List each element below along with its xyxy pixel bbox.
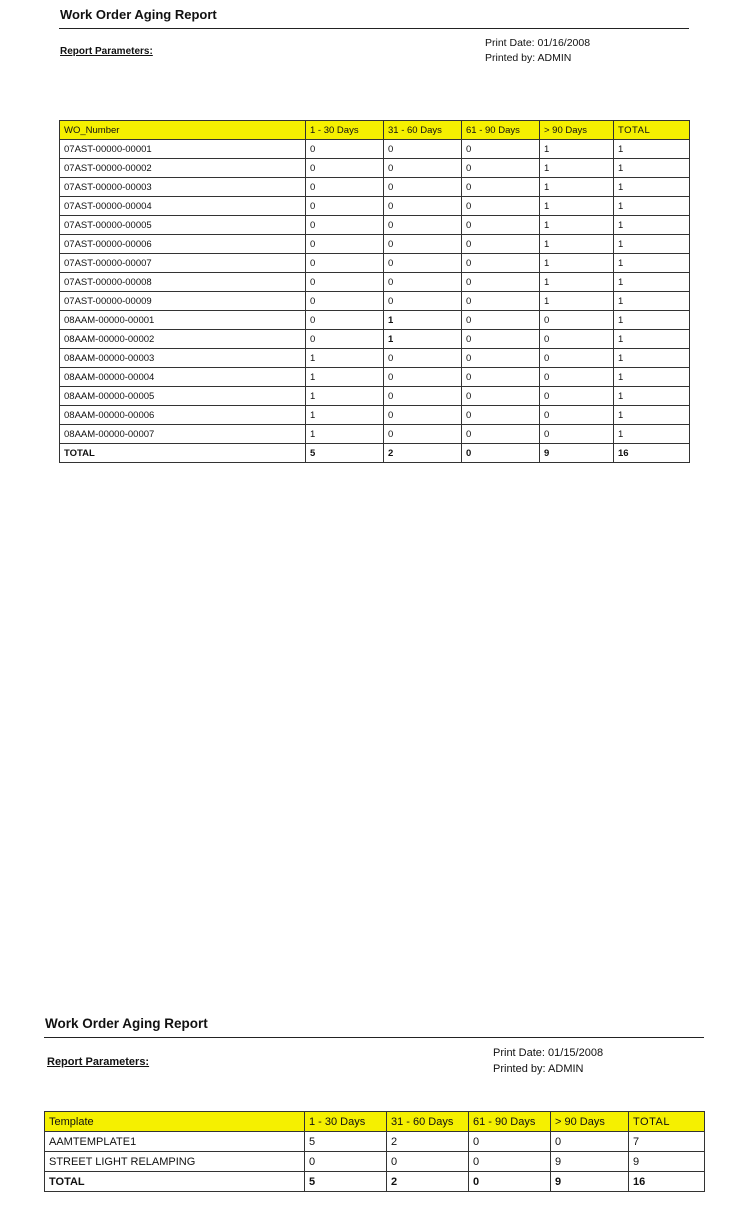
value-cell: 1 <box>540 216 614 235</box>
value-cell: 0 <box>306 254 384 273</box>
aging-table-by-wo-number <box>59 120 690 463</box>
value-cell: 7 <box>629 1132 705 1152</box>
print-date: Print Date: 01/16/2008 <box>485 37 591 49</box>
row-label-cell: 07AST-00000-00001 <box>60 140 306 159</box>
value-cell: 0 <box>540 406 614 425</box>
total-value-cell: 16 <box>629 1172 705 1192</box>
value-cell: 1 <box>614 292 690 311</box>
column-header: Template <box>45 1112 305 1132</box>
report-parameters-label: Report Parameters: <box>60 46 153 57</box>
value-cell: 0 <box>384 235 462 254</box>
value-cell: 0 <box>384 197 462 216</box>
value-cell: 0 <box>384 216 462 235</box>
report-parameters-label: Report Parameters: <box>47 1056 150 1068</box>
value-cell: 1 <box>540 273 614 292</box>
table-row <box>60 292 690 311</box>
column-header: 31 - 60 Days <box>384 121 462 140</box>
column-header: > 90 Days <box>540 121 614 140</box>
value-cell: 1 <box>540 159 614 178</box>
table-row <box>60 159 690 178</box>
table-row <box>60 349 690 368</box>
table-row <box>60 216 690 235</box>
value-cell: 1 <box>540 178 614 197</box>
value-cell: 9 <box>629 1152 705 1172</box>
value-cell: 1 <box>540 292 614 311</box>
value-cell: 0 <box>462 425 540 444</box>
value-cell: 0 <box>384 140 462 159</box>
table-row <box>45 1152 705 1172</box>
total-value-cell: 16 <box>614 444 690 463</box>
value-cell: 1 <box>614 178 690 197</box>
value-cell: 1 <box>540 254 614 273</box>
value-cell: 1 <box>384 311 462 330</box>
value-cell: 0 <box>384 406 462 425</box>
report-title: Work Order Aging Report <box>60 7 217 22</box>
value-cell: 0 <box>384 273 462 292</box>
table-header-row <box>45 1112 705 1132</box>
value-cell: 0 <box>462 216 540 235</box>
value-cell: 1 <box>540 140 614 159</box>
value-cell: 1 <box>614 140 690 159</box>
value-cell: 1 <box>614 368 690 387</box>
work-order-aging-report-2 <box>44 1015 704 1192</box>
value-cell: 0 <box>306 140 384 159</box>
value-cell: 0 <box>462 197 540 216</box>
value-cell: 0 <box>384 159 462 178</box>
value-cell: 0 <box>306 273 384 292</box>
column-header: TOTAL <box>614 121 690 140</box>
row-label-cell: STREET LIGHT RELAMPING <box>45 1152 305 1172</box>
value-cell: 1 <box>540 197 614 216</box>
value-cell: 0 <box>306 311 384 330</box>
value-cell: 0 <box>462 292 540 311</box>
total-value-cell: 0 <box>462 444 540 463</box>
value-cell: 0 <box>306 235 384 254</box>
total-value-cell: 0 <box>469 1172 551 1192</box>
value-cell: 0 <box>462 406 540 425</box>
value-cell: 0 <box>540 311 614 330</box>
table-row <box>60 387 690 406</box>
value-cell: 0 <box>384 387 462 406</box>
value-cell: 9 <box>551 1152 629 1172</box>
value-cell: 0 <box>384 349 462 368</box>
value-cell: 2 <box>387 1132 469 1152</box>
column-header: 1 - 30 Days <box>306 121 384 140</box>
row-label-cell: 07AST-00000-00009 <box>60 292 306 311</box>
printed-by: Printed by: ADMIN <box>485 52 572 64</box>
table-row <box>60 273 690 292</box>
value-cell: 0 <box>540 368 614 387</box>
row-label-cell: 07AST-00000-00007 <box>60 254 306 273</box>
row-label-cell: 07AST-00000-00005 <box>60 216 306 235</box>
value-cell: 1 <box>614 254 690 273</box>
total-row <box>60 444 690 463</box>
row-label-cell: 08AAM-00000-00003 <box>60 349 306 368</box>
report-parameters <box>44 1038 704 1082</box>
value-cell: 0 <box>462 330 540 349</box>
table-row <box>45 1132 705 1152</box>
value-cell: 0 <box>306 330 384 349</box>
total-value-cell: 2 <box>384 444 462 463</box>
value-cell: 0 <box>462 311 540 330</box>
value-cell: 0 <box>384 254 462 273</box>
row-label-cell: AAMTEMPLATE1 <box>45 1132 305 1152</box>
print-date: Print Date: 01/15/2008 <box>493 1047 604 1059</box>
total-value-cell: 2 <box>387 1172 469 1192</box>
value-cell: 1 <box>306 368 384 387</box>
row-label-cell: 08AAM-00000-00006 <box>60 406 306 425</box>
total-value-cell: 5 <box>305 1172 387 1192</box>
row-label-cell: 08AAM-00000-00004 <box>60 368 306 387</box>
printed-by: Printed by: ADMIN <box>493 1063 584 1075</box>
total-value-cell: 9 <box>540 444 614 463</box>
work-order-aging-report-1 <box>59 6 689 463</box>
column-header: 1 - 30 Days <box>305 1112 387 1132</box>
value-cell: 0 <box>306 197 384 216</box>
value-cell: 0 <box>306 159 384 178</box>
column-header: 31 - 60 Days <box>387 1112 469 1132</box>
column-header: 61 - 90 Days <box>469 1112 551 1132</box>
row-label-cell: 08AAM-00000-00005 <box>60 387 306 406</box>
table-row <box>60 140 690 159</box>
value-cell: 1 <box>614 197 690 216</box>
value-cell: 0 <box>306 216 384 235</box>
row-label-cell: 07AST-00000-00004 <box>60 197 306 216</box>
table-row <box>60 235 690 254</box>
print-info <box>485 36 590 66</box>
table-row <box>60 330 690 349</box>
total-value-cell: 5 <box>306 444 384 463</box>
value-cell: 1 <box>614 349 690 368</box>
total-value-cell: 9 <box>551 1172 629 1192</box>
row-label-cell: 08AAM-00000-00002 <box>60 330 306 349</box>
row-label-cell: 08AAM-00000-00001 <box>60 311 306 330</box>
value-cell: 0 <box>462 178 540 197</box>
row-label-cell: 07AST-00000-00006 <box>60 235 306 254</box>
value-cell: 1 <box>614 159 690 178</box>
column-header: WO_Number <box>60 121 306 140</box>
table-row <box>60 254 690 273</box>
report-title: Work Order Aging Report <box>45 1016 208 1031</box>
value-cell: 1 <box>614 235 690 254</box>
value-cell: 0 <box>462 254 540 273</box>
value-cell: 0 <box>306 178 384 197</box>
value-cell: 5 <box>305 1132 387 1152</box>
value-cell: 1 <box>614 330 690 349</box>
value-cell: 0 <box>384 178 462 197</box>
table-row <box>60 406 690 425</box>
value-cell: 1 <box>384 330 462 349</box>
total-row <box>45 1172 705 1192</box>
value-cell: 0 <box>462 387 540 406</box>
total-label-cell: TOTAL <box>60 444 306 463</box>
row-label-cell: 07AST-00000-00008 <box>60 273 306 292</box>
value-cell: 0 <box>540 349 614 368</box>
value-cell: 0 <box>306 292 384 311</box>
table-row <box>60 178 690 197</box>
value-cell: 1 <box>306 387 384 406</box>
value-cell: 1 <box>614 216 690 235</box>
value-cell: 0 <box>462 349 540 368</box>
value-cell: 1 <box>614 406 690 425</box>
aging-table-by-template <box>44 1111 705 1192</box>
value-cell: 1 <box>306 406 384 425</box>
table-row <box>60 197 690 216</box>
value-cell: 1 <box>614 311 690 330</box>
row-label-cell: 07AST-00000-00003 <box>60 178 306 197</box>
value-cell: 0 <box>305 1152 387 1172</box>
value-cell: 0 <box>384 292 462 311</box>
value-cell: 0 <box>540 425 614 444</box>
value-cell: 0 <box>540 330 614 349</box>
column-header: TOTAL <box>629 1112 705 1132</box>
table-header-row <box>60 121 690 140</box>
value-cell: 0 <box>462 235 540 254</box>
value-cell: 1 <box>614 425 690 444</box>
report-parameters <box>59 29 689 73</box>
column-header: > 90 Days <box>551 1112 629 1132</box>
value-cell: 0 <box>551 1132 629 1152</box>
value-cell: 0 <box>462 368 540 387</box>
print-info <box>493 1045 603 1077</box>
value-cell: 1 <box>614 387 690 406</box>
value-cell: 0 <box>384 425 462 444</box>
row-label-cell: 07AST-00000-00002 <box>60 159 306 178</box>
value-cell: 0 <box>540 387 614 406</box>
value-cell: 0 <box>469 1132 551 1152</box>
value-cell: 0 <box>469 1152 551 1172</box>
value-cell: 0 <box>462 140 540 159</box>
value-cell: 0 <box>384 368 462 387</box>
row-label-cell: 08AAM-00000-00007 <box>60 425 306 444</box>
table-row <box>60 311 690 330</box>
total-label-cell: TOTAL <box>45 1172 305 1192</box>
table-row <box>60 368 690 387</box>
column-header: 61 - 90 Days <box>462 121 540 140</box>
value-cell: 0 <box>462 159 540 178</box>
value-cell: 0 <box>462 273 540 292</box>
value-cell: 1 <box>306 349 384 368</box>
table-row <box>60 425 690 444</box>
value-cell: 1 <box>540 235 614 254</box>
value-cell: 1 <box>614 273 690 292</box>
value-cell: 1 <box>306 425 384 444</box>
value-cell: 0 <box>387 1152 469 1172</box>
